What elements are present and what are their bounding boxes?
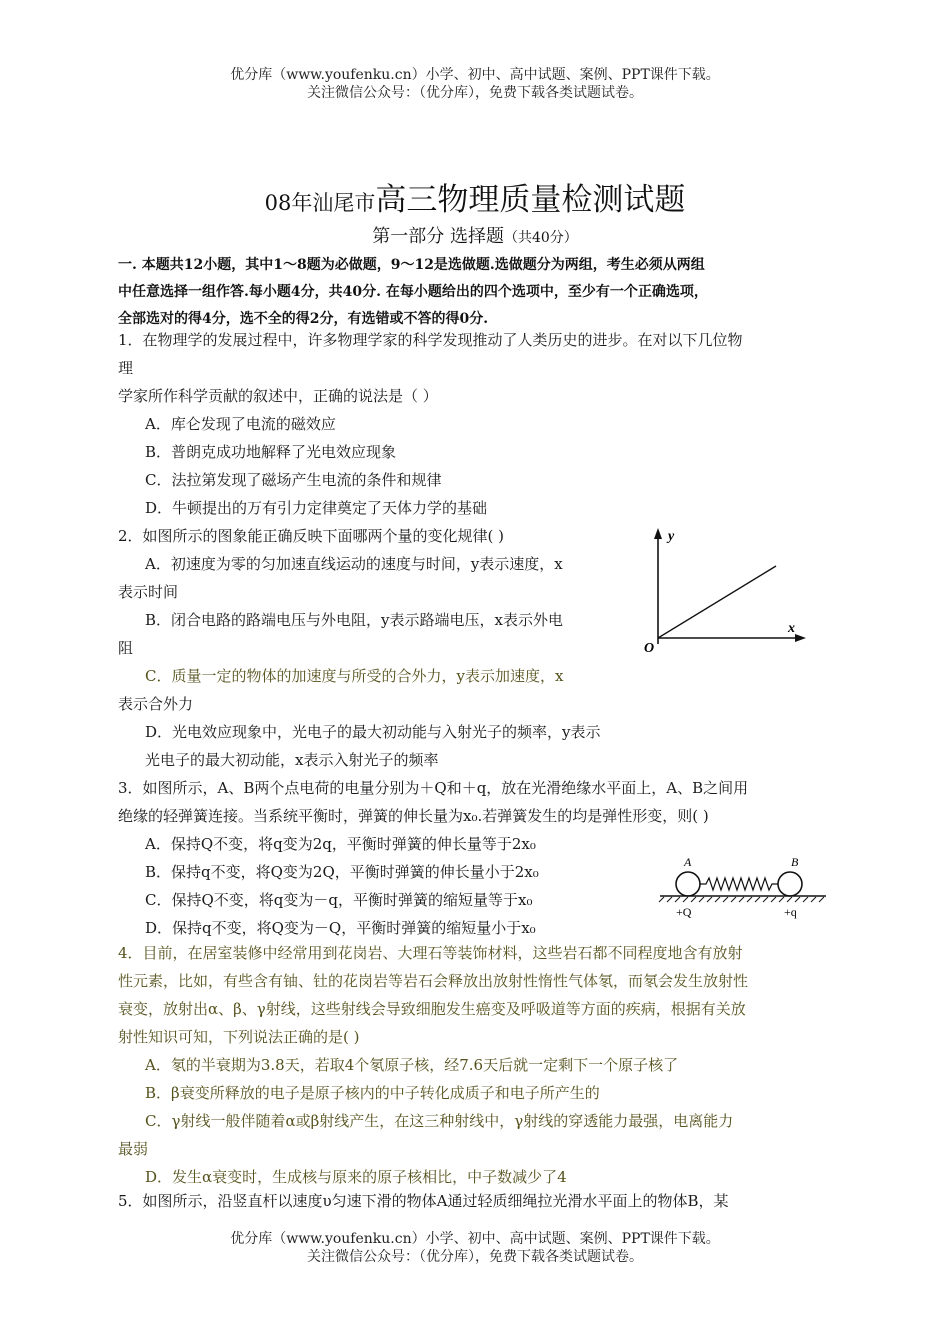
header-line-2: 关注微信公众号：（优分库），免费下载各类试题试卷。 bbox=[307, 85, 643, 101]
q2-option-c-cont: 表示合外力 bbox=[118, 695, 194, 713]
section-note: （共40分） bbox=[503, 230, 578, 246]
q1-option-c: C．法拉第发现了磁场产生电流的条件和规律 bbox=[145, 471, 442, 489]
q2-graph bbox=[636, 524, 816, 659]
charge-b-label: B bbox=[791, 855, 799, 869]
q2-option-b-cont: 阻 bbox=[118, 639, 134, 657]
q5-stem-line: 5．如图所示，沿竖直杆以速度υ匀速下滑的物体A通过轻质细绳拉光滑水平面上的物体B，某 bbox=[118, 1192, 729, 1210]
spring bbox=[700, 878, 778, 890]
q3-option-a: A．保持Q不变，将q变为2q，平衡时弹簧的伸长量等于2x₀ bbox=[145, 835, 536, 853]
q3-spring-figure bbox=[656, 852, 828, 924]
title-main: 高三物理质量检测试题 bbox=[375, 182, 686, 218]
instruction-line: 中任意选择一组作答.每小题4分，共40分. 在每小题给出的四个选项中，至少有一个正确选项， bbox=[118, 284, 708, 300]
charge-a-label: A bbox=[684, 855, 692, 869]
q2-option-d: D．光电效应现象中，光电子的最大初动能与入射光子的频率，y表示 bbox=[145, 723, 601, 741]
q4-option-c-cont: 最弱 bbox=[118, 1140, 149, 1158]
q2-option-a-cont: 表示时间 bbox=[118, 583, 179, 601]
instructions bbox=[118, 252, 833, 333]
ground-hatching bbox=[659, 897, 824, 902]
q1-option-b: B．普朗克成功地解释了光电效应现象 bbox=[145, 443, 397, 461]
question-1 bbox=[118, 326, 833, 522]
x-axis-arrow-icon bbox=[795, 634, 806, 642]
section-name: 第一部分 选择题 bbox=[372, 226, 504, 247]
footer-line-1: 优分库（www.youfenku.cn）小学、初中、高中试题、案例、PPT课件下载。 bbox=[230, 1231, 720, 1247]
q4-option-c: C．γ射线一般伴随着α或β射线产生，在这三种射线中，γ射线的穿透能力最强，电离能力 bbox=[145, 1112, 734, 1130]
x-axis-label: x bbox=[788, 621, 795, 636]
question-2 bbox=[118, 522, 658, 774]
q2-option-a: A．初速度为零的匀加速直线运动的速度与时间，y表示速度，x bbox=[145, 555, 563, 573]
y-axis-label: y bbox=[668, 529, 675, 544]
instruction-line: 一. 本题共12小题，其中1～8题为必做题，9～12是选做题.选做题分为两组，考生必须从两组 bbox=[118, 257, 705, 273]
q1-stem-line: 1．在物理学的发展过程中，许多物理学家的科学发现推动了人类历史的进步。在对以下几位物 bbox=[118, 331, 743, 349]
footer-line-2: 关注微信公众号：（优分库），免费下载各类试题试卷。 bbox=[307, 1249, 643, 1265]
q3-option-d: D．保持q不变，将Q变为－Q，平衡时弹簧的缩短量小于x₀ bbox=[145, 919, 536, 937]
q3-option-c: C．保持Q不变，将q变为－q，平衡时弹簧的缩短量等于x₀ bbox=[145, 891, 533, 909]
q4-option-a: A．氡的半衰期为3.8天，若取4个氡原子核，经7.6天后就一定剩下一个原子核了 bbox=[145, 1056, 679, 1074]
graph-line bbox=[658, 566, 776, 638]
charge-b-value: +q bbox=[784, 905, 797, 919]
q4-stem-line: 性元素，比如，有些含有铀、钍的花岗岩等岩石会释放出放射性惰性气体氡，而氡会发生放射性 bbox=[118, 972, 749, 990]
q3-option-b: B．保持q不变，将Q变为2Q，平衡时弹簧的伸长量小于2x₀ bbox=[145, 863, 539, 881]
q2-option-d-cont: 光电子的最大初动能，x表示入射光子的频率 bbox=[145, 751, 439, 769]
question-4 bbox=[118, 939, 833, 1191]
q4-stem-line: 4．目前，在居室装修中经常用到花岗岩、大理石等装饰材料，这些岩石都不同程度地含有放射 bbox=[118, 944, 743, 962]
ball-a bbox=[676, 872, 700, 896]
charge-a-value: +Q bbox=[676, 905, 692, 919]
q4-stem-line: 射性知识可知，下列说法正确的是( ) bbox=[118, 1028, 360, 1046]
origin-label: O bbox=[644, 641, 655, 656]
instruction-line: 全部选对的得4分，选不全的得2分，有选错或不答的得0分. bbox=[118, 311, 489, 327]
question-5 bbox=[118, 1187, 833, 1215]
q1-stem-line: 学家所作科学贡献的叙述中，正确的说法是（ ） bbox=[118, 387, 438, 405]
q4-stem-line: 衰变，放射出α、β、γ射线，这些射线会导致细胞发生癌变及呼吸道等方面的疾病，根据有关放 bbox=[118, 1000, 746, 1018]
ball-b bbox=[778, 872, 802, 896]
q4-option-d: D．发生α衰变时，生成核与原来的原子核相比，中子数减少了4 bbox=[145, 1168, 567, 1186]
page-header bbox=[0, 66, 950, 102]
header-line-1: 优分库（www.youfenku.cn）小学、初中、高中试题、案例、PPT课件下载。 bbox=[230, 67, 720, 83]
q3-stem-line: 3．如图所示，A、B两个点电荷的电量分别为＋Q和＋q，放在光滑绝缘水平面上，A、B之间用 bbox=[118, 779, 749, 797]
q2-option-c: C．质量一定的物体的加速度与所受的合外力，y表示加速度，x bbox=[145, 667, 564, 685]
q3-stem-line: 绝缘的轻弹簧连接。当系统平衡时，弹簧的伸长量为x₀.若弹簧发生的均是弹性形变，则( ) bbox=[118, 807, 709, 825]
q1-option-a: A．库仑发现了电流的磁效应 bbox=[145, 415, 336, 433]
q2-stem: 2．如图所示的图象能正确反映下面哪两个量的变化规律( ) bbox=[118, 527, 505, 545]
page-footer bbox=[0, 1230, 950, 1266]
title-prefix: 08年汕尾市 bbox=[264, 191, 376, 215]
section-heading bbox=[0, 224, 950, 251]
y-axis-arrow-icon bbox=[654, 528, 662, 539]
q4-option-b: B．β衰变所释放的电子是原子核内的中子转化成质子和电子所产生的 bbox=[145, 1084, 600, 1102]
q1-stem-line: 理 bbox=[118, 359, 134, 377]
q1-option-d: D．牛顿提出的万有引力定律奠定了天体力学的基础 bbox=[145, 499, 488, 517]
page-title bbox=[0, 180, 950, 223]
q2-option-b: B．闭合电路的路端电压与外电阻，y表示路端电压，x表示外电 bbox=[145, 611, 563, 629]
